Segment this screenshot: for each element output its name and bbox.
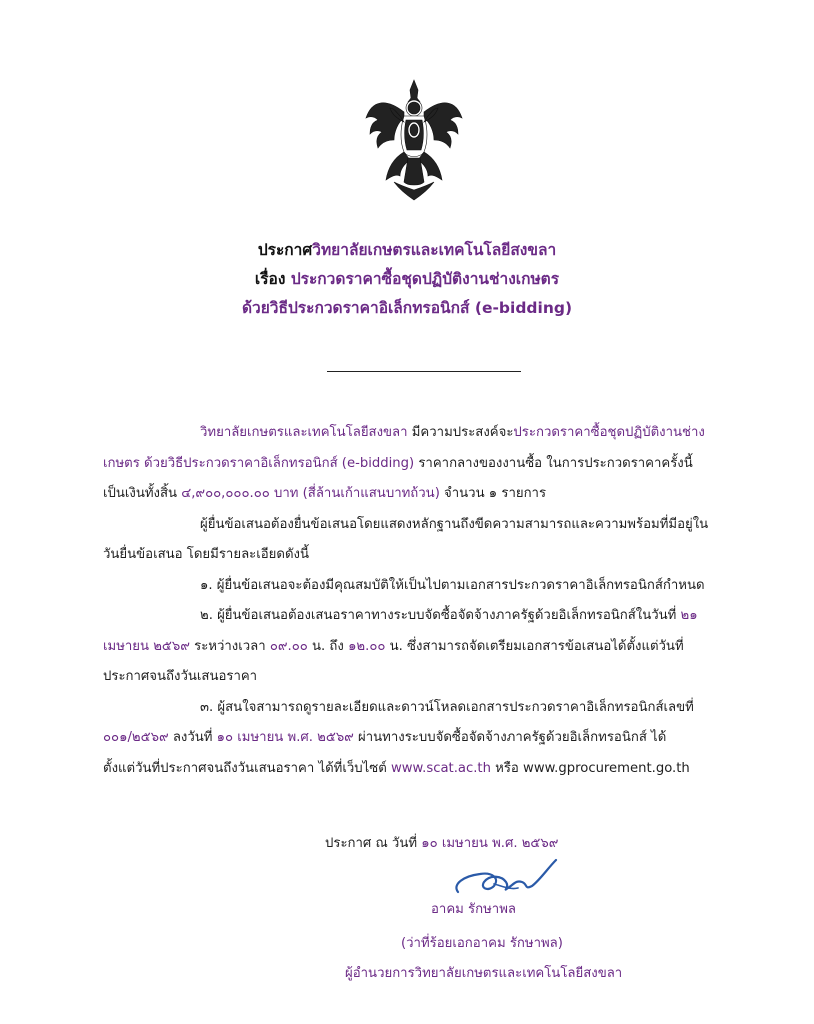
body-text: ตั้งแต่วันที่ประกาศจนถึงวันเสนอราคา ได้ที่เว็บไซต์ xyxy=(103,760,391,776)
body-text: ระหว่างเวลา xyxy=(189,638,270,654)
item-1: ๑. ผู้ยื่นข้อเสนอจะต้องมีคุณสมบัติให้เป็นไปตามเอกสารประกวดราคาอิเล็กทรอนิกส์กำหนด xyxy=(200,577,705,593)
body-line xyxy=(103,754,743,785)
item-3: ๓. ผู้สนใจสามารถดูรายละเอียดและดาวน์โหลดเอกสารประกวดราคาอิเล็กทรอนิกส์เลขที่ xyxy=(200,699,694,715)
body-text: ราคากลางของงานซื้อ ในการประกวดราคาครั้งนี้ xyxy=(414,455,693,471)
announcement-body xyxy=(103,418,743,784)
bid-date: เมษายน ๒๕๖๙ xyxy=(103,638,190,654)
body-organization: วิทยาลัยเกษตรและเทคโนโลยีสงขลา xyxy=(200,425,408,440)
body-text: น. ถึง xyxy=(307,638,349,654)
item-2 xyxy=(103,601,743,632)
document-number: ๐๐๑/๒๕๖๙ xyxy=(103,730,169,745)
signer-name: อาคม รักษาพล xyxy=(431,902,516,917)
handwritten-signature-icon xyxy=(444,858,564,908)
body-project: ประกวดราคาซื้อชุดปฏิบัติงานช่าง xyxy=(513,425,705,440)
body-line: ผู้ยื่นข้อเสนอต้องยื่นข้อเสนอโดยแสดงหลักฐานถึงขีดความสามารถและความพร้อมที่มีอยู่ใน xyxy=(200,516,709,532)
body-text: เป็นเงินทั้งสิ้น xyxy=(103,486,182,501)
body-line xyxy=(103,479,743,510)
bid-end-time: ๑๒.๐๐ xyxy=(348,638,386,654)
body-line xyxy=(103,723,743,754)
signer-position: ผู้อำนวยการวิทยาลัยเกษตรและเทคโนโลยีสงขลา xyxy=(345,966,623,981)
announcement-subject xyxy=(0,265,814,294)
body-project-method: เกษตร ด้วยวิธีประกวดราคาอิเล็กทรอนิกส์ (e-bidding) xyxy=(103,455,415,471)
body-line: วันยื่นข้อเสนอ โดยมีรายละเอียดดังนี้ xyxy=(103,547,309,562)
subject-prefix: เรื่อง xyxy=(254,270,291,288)
body-line: ประกาศจนถึงวันเสนอราคา xyxy=(103,669,258,684)
budget-amount: ๔,๙๐๐,๐๐๐.๐๐ บาท (สี่ล้านเก้าแสนบาทถ้วน) xyxy=(181,486,440,501)
title-divider xyxy=(327,371,521,372)
body-text: จำนวน ๑ รายการ xyxy=(439,486,547,501)
signer-rank-name: (ว่าที่ร้อยเอกอาคม รักษาพล) xyxy=(401,936,563,951)
announcement-heading xyxy=(0,236,814,323)
bid-start-time: ๐๙.๐๐ xyxy=(269,638,308,654)
body-text: ๒. ผู้ยื่นข้อเสนอต้องเสนอราคาทางระบบจัดซื้อจัดจ้างภาครัฐด้วยอิเล็กทรอนิกส์ในวันที่ xyxy=(200,608,681,623)
garuda-emblem-icon xyxy=(364,78,464,202)
subject-text: ประกวดราคาซื้อชุดปฏิบัติงานช่างเกษตร xyxy=(290,270,560,288)
body-text: ผ่านทางระบบจัดซื้อจัดจ้างภาครัฐด้วยอิเล็กทรอนิกส์ ได้ xyxy=(353,730,667,745)
body-line xyxy=(103,449,743,480)
bid-day: ๒๑ xyxy=(680,608,698,623)
announcement-title xyxy=(0,236,814,265)
website-link[interactable]: www.scat.ac.th xyxy=(390,760,491,776)
body-text: หรือ www.gprocurement.go.th xyxy=(490,760,690,776)
body-line xyxy=(103,632,743,663)
body-text: มีความประสงค์จะ xyxy=(407,425,514,440)
announcement-method: ด้วยวิธีประกวดราคาอิเล็กทรอนิกส์ (e-bidding) xyxy=(241,299,573,317)
announce-label: ประกาศ ณ วันที่ xyxy=(325,836,422,851)
body-text: น. ซึ่งสามารถจัดเตรียมเอกสารข้อเสนอได้ตั้งแต่วันที่ xyxy=(385,638,684,654)
document-date: ๑๐ เมษายน พ.ศ. ๒๕๖๙ xyxy=(216,730,354,745)
title-prefix: ประกาศ xyxy=(257,241,313,259)
body-line xyxy=(103,418,743,449)
title-organization: วิทยาลัยเกษตรและเทคโนโลยีสงขลา xyxy=(312,241,557,259)
announce-date: ๑๐ เมษายน พ.ศ. ๒๕๖๙ xyxy=(421,836,559,851)
body-text: ลงวันที่ xyxy=(168,730,217,745)
announce-date-line xyxy=(325,832,558,853)
